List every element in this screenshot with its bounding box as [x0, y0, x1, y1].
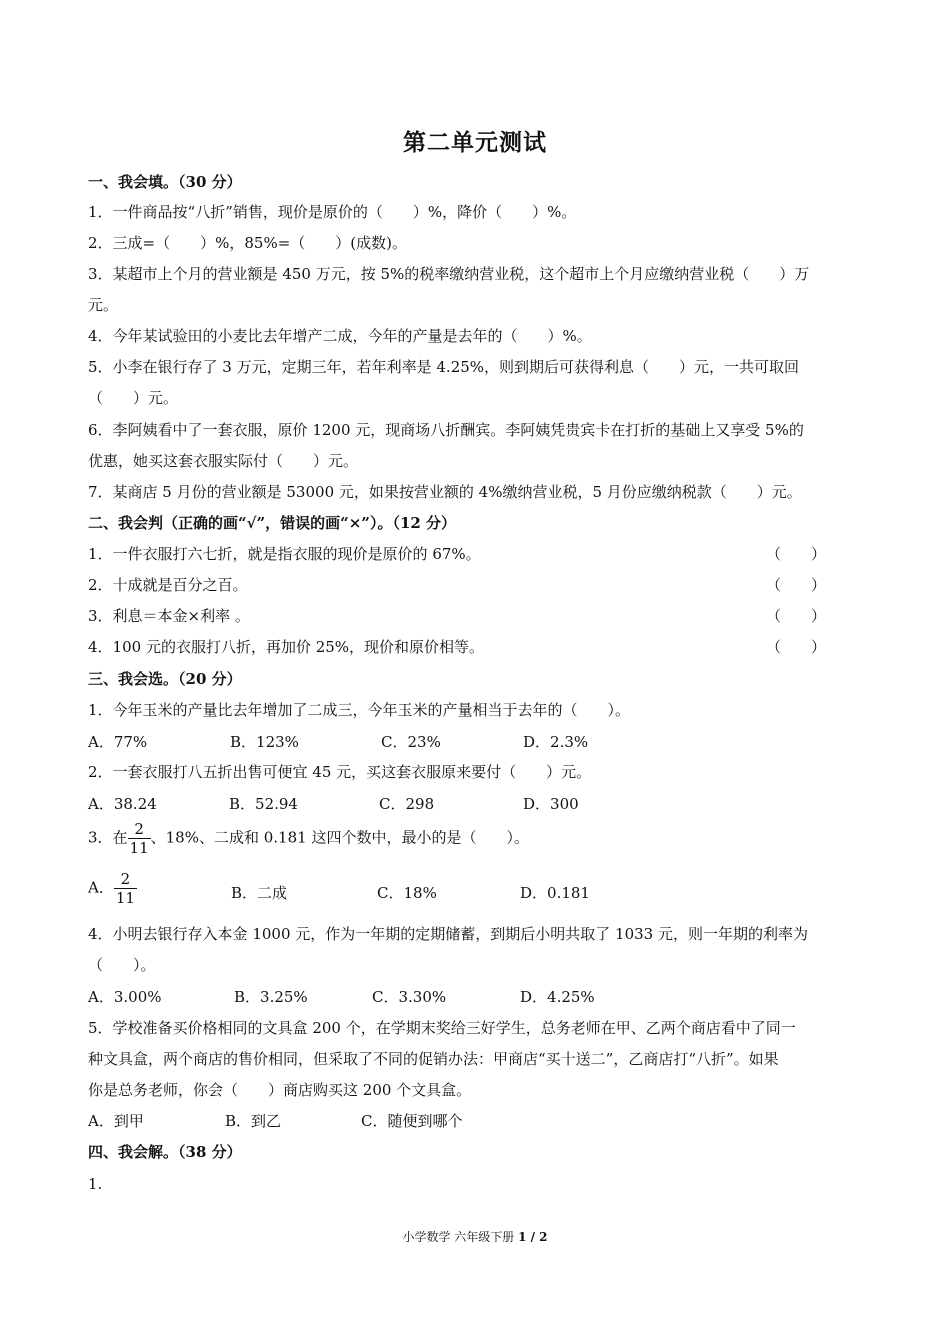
option-c: C．3.30%	[372, 988, 447, 1006]
section-heading-solve: 四、我会解。（38 分）	[88, 1143, 242, 1161]
option-a: A．3.00%	[88, 988, 162, 1006]
option-b: B．123%	[230, 733, 299, 751]
fraction-numerator: 2	[114, 870, 137, 889]
choose-question-3	[88, 820, 529, 857]
option-a	[88, 870, 137, 907]
judge-question-3: 3．利息＝本金×利率 。	[88, 607, 250, 625]
choose-question-5-cont: 你是总务老师，你会（ ）商店购买这 200 个文具盒。	[88, 1081, 472, 1099]
choose-question-4-cont: （ ）。	[88, 956, 156, 974]
section-heading-choose: 三、我会选。（20 分）	[88, 670, 242, 688]
fill-question-3-cont: 元。	[88, 296, 119, 314]
page-title: 第二单元测试	[403, 129, 547, 156]
option-d: D．300	[523, 795, 579, 813]
choose-question-4: 4．小明去银行存入本金 1000 元，作为一年期的定期储蓄，到期后小明共取了 1033 元，则一年期的利率为	[88, 925, 808, 943]
option-label: A．	[88, 878, 114, 897]
option-c: C．18%	[377, 884, 437, 902]
question-text: 、18%、二成和 0.181 这四个数中，最小的是（ ）。	[150, 828, 529, 847]
option-b: B．到乙	[225, 1112, 282, 1130]
section-heading-fill: 一、我会填。（30 分）	[88, 173, 242, 191]
option-a: A．38.24	[88, 795, 157, 813]
page-number: 1 / 2	[518, 1230, 548, 1244]
page-footer	[0, 1228, 950, 1245]
fill-question-6-cont: 优惠，她买这套衣服实际付（ ）元。	[88, 452, 359, 470]
fill-question-4: 4．今年某试验田的小麦比去年增产二成，今年的产量是去年的（ ）%。	[88, 327, 592, 345]
fill-question-5: 5．小李在银行存了 3 万元，定期三年，若年利率是 4.25%，则到期后可获得利息（ ）元，一共可取回	[88, 358, 800, 376]
answer-paren: （ ）	[766, 638, 827, 656]
option-b: B．3.25%	[234, 988, 308, 1006]
option-d: D．0.181	[520, 884, 590, 902]
fill-question-3: 3．某超市上个月的营业额是 450 万元，按 5%的税率缴纳营业税，这个超市上个月应缴纳营业税（ ）万	[88, 265, 810, 283]
fill-question-7: 7．某商店 5 月份的营业额是 53000 元，如果按营业额的 4%缴纳营业税，5 月份应缴纳税款（ ）元。	[88, 483, 802, 501]
answer-paren: （ ）	[766, 576, 827, 594]
option-b: B．二成	[231, 884, 288, 902]
option-c: C．23%	[381, 733, 441, 751]
fraction-denominator: 11	[129, 839, 149, 857]
judge-question-1: 1．一件衣服打六七折，就是指衣服的现价是原价的 67%。	[88, 545, 481, 563]
solve-question-1: 1.	[88, 1175, 103, 1193]
fill-question-2: 2．三成=（ ）%，85%=（ ）(成数)。	[88, 234, 407, 252]
fill-question-1: 1．一件商品按“八折”销售，现价是原价的（ ）%，降价（ ）%。	[88, 203, 577, 221]
fraction	[128, 820, 151, 857]
option-a: A．到甲	[88, 1112, 144, 1130]
answer-paren: （ ）	[766, 545, 827, 563]
fill-question-5-cont: （ ）元。	[88, 389, 179, 407]
fraction	[114, 870, 137, 907]
option-d: D．2.3%	[523, 733, 589, 751]
fraction-numerator: 2	[128, 820, 151, 839]
option-d: D．4.25%	[520, 988, 595, 1006]
judge-question-4: 4．100 元的衣服打八折，再加价 25%，现价和原价相等。	[88, 638, 485, 656]
fill-question-6: 6．李阿姨看中了一套衣服，原价 1200 元，现商场八折酬宾。李阿姨凭贵宾卡在打折的基础上又享受 5%的	[88, 421, 804, 439]
section-heading-judge: 二、我会判（正确的画“√”，错误的画“×”）。（12 分）	[88, 514, 457, 532]
option-c: C．298	[379, 795, 435, 813]
choose-question-5-cont: 种文具盒，两个商店的售价相同，但采取了不同的促销办法：甲商店“买十送二”，乙商店打“八折”。如果	[88, 1050, 779, 1068]
choose-question-1: 1．今年玉米的产量比去年增加了二成三，今年玉米的产量相当于去年的（ ）。	[88, 701, 631, 719]
choose-question-5: 5．学校准备买价格相同的文具盒 200 个，在学期末奖给三好学生，总务老师在甲、乙两个商店看中了同一	[88, 1019, 796, 1037]
fraction-denominator: 11	[115, 889, 135, 907]
choose-question-2: 2．一套衣服打八五折出售可便宜 45 元，买这套衣服原来要付（ ）元。	[88, 763, 592, 781]
option-c: C．随便到哪个	[361, 1112, 463, 1130]
question-text: 3．在	[88, 828, 128, 847]
footer-text: 小学数学 六年级下册	[402, 1230, 519, 1244]
answer-paren: （ ）	[766, 607, 827, 625]
judge-question-2: 2．十成就是百分之百。	[88, 576, 248, 594]
option-b: B．52.94	[229, 795, 298, 813]
option-a: A．77%	[88, 733, 148, 751]
